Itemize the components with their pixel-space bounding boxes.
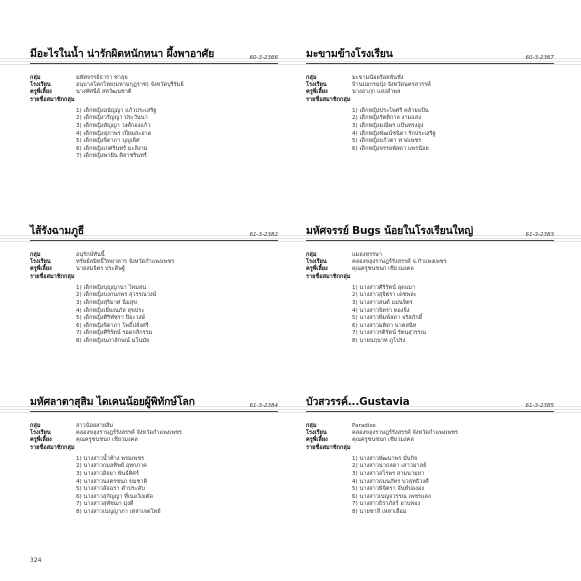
group-value: มหัศจรรย์ธารา ชาลุย (76, 75, 128, 81)
list-item: 3) เด็กหญิงสุริมาศ ฉิมสุข (76, 300, 137, 306)
teacher-field (306, 437, 554, 444)
list-item: 4) นางสาวธมนภัทร บวสุทธิวงศ์ (352, 478, 429, 485)
list-item: 4) นางสาวจิตรา ทองจิ่ง (352, 307, 410, 314)
group-value: สาวน้อยสายสิม (76, 423, 114, 429)
school-label: โรงเรียน (306, 430, 327, 437)
project-entry (30, 47, 278, 161)
list-item: 4) เด็กหญิงเยี่ยงนภัส สุขประ (76, 307, 145, 314)
project-title: มหัศจรรย์ Bugs น้อยในโรงเรียนใหญ่ (306, 225, 473, 237)
teacher-label: ครูพี่เลี้ยง (30, 437, 52, 444)
list-item: 2) นางสาวนาถลดา เสาวมาลย์ (352, 463, 427, 470)
list-item: 7) นางสาวธิราภัสร์ อาบทอง (352, 501, 421, 508)
members-label: รายชื่อสมาชิกกลุ่ม (306, 96, 351, 103)
list-item: 3) เด็กหญิงสัญญา วงศ์กองแก้ว (76, 123, 151, 129)
members-label: รายชื่อสมาชิกกลุ่ม (30, 273, 75, 280)
project-header (306, 395, 554, 412)
list-item: 8) นายนฤนาท ภูโปร่ง (352, 337, 406, 344)
list-item: 4) เด็กหญิงพัฒน์ชนิดา รักประเสริฐ (352, 130, 436, 137)
school-value: คลองขลุงราษฎร์รังสรรค์ จังหวัดกำแพงเพชร (76, 430, 182, 437)
members-field (30, 274, 278, 281)
list-item: 5) นางสาวพิมพ์ลดา จรัสภักดิ์ (352, 315, 423, 322)
project-header (30, 395, 278, 412)
group-value: Paradise (352, 423, 376, 429)
school-value: บ้านบ่อกรมปุ่ง จังหวัดนครสวรรค์ (352, 82, 431, 89)
school-label: โรงเรียน (30, 430, 51, 437)
members-label: รายชื่อสมาชิกกลุ่ม (306, 273, 351, 280)
members-label: รายชื่อสมาชิกกลุ่ม (30, 444, 75, 451)
school-value: คลองขลุงราษฎร์รังสรรค์ จังหวัดกำแพงเพชร (352, 430, 458, 437)
project-title: มหัศลาตาสุสิม ไดเคนน้อยผู้พิทักษ์โลก (30, 396, 195, 408)
project-header (30, 47, 278, 64)
group-label: กลุ่ม (306, 252, 317, 258)
member-list (352, 456, 554, 517)
school-field (30, 430, 278, 437)
list-item: 8) นางสาวเบญญาภา เหล่าเจตโทย์ (76, 508, 161, 515)
list-item: 5) นางสาวพิจิตรา จันท์บ่ององ (352, 486, 424, 493)
list-item: 2) นางสาวสุจิตรา เดชพละ (352, 292, 417, 299)
project-header (306, 47, 554, 64)
list-item: 2) นางสาวกมลทิพย์ อุทกภาค (76, 463, 147, 470)
project-title: บัวสวรรค์...Gustavia (306, 396, 410, 408)
teacher-value: นางอาภุก แสงอำพล (352, 89, 401, 96)
page-number: 324 (30, 557, 42, 564)
teacher-label: ครูพี่เลี้ยง (30, 266, 52, 273)
group-label: กลุ่ม (306, 75, 317, 81)
teacher-field (30, 437, 278, 444)
member-list (352, 285, 554, 346)
member-list (76, 456, 278, 517)
school-field (30, 259, 278, 266)
group-value: มะขามน้อยร้อยพันชั่ง (352, 75, 404, 81)
list-item: 1) เด็กหญิงอนัญญา แก้วประเสริฐ (76, 107, 157, 114)
teacher-field (306, 266, 554, 273)
list-item: 2) เด็กหญิงรัตติกาล งามแสง (352, 115, 421, 122)
teacher-value: คุณครูชนชนก เชียวมงคล (352, 437, 414, 444)
school-field (306, 82, 554, 89)
project-info (30, 423, 278, 452)
list-item: 7) เด็กหญิงศิริรัตน์ รอดกสิกรรม (76, 330, 153, 337)
teacher-label: ครูพี่เลี้ยง (306, 266, 328, 273)
list-item: 6) เด็กหญิงจรรยพัสดา แพรน้อย (352, 145, 429, 152)
list-item: 5) เด็กหญิงศิริพัชรา ปิยะวงษ์ (76, 315, 145, 322)
project-code: 61-3-2382 (249, 232, 278, 238)
list-item: 3) นางสาวสโรพร สามนามยา (352, 471, 425, 477)
school-value: ทรัพย์สมิทธิ์วิทยาคาร จังหวัดกำแพงเพชร (76, 259, 175, 266)
project-info (306, 252, 554, 281)
list-item: 1) นางสาวพัฒนาพร มั่นกิจ (352, 455, 418, 462)
members-label: รายชื่อสมาชิกกลุ่ม (30, 96, 75, 103)
list-item: 1) นางสาวศิริรัตน์ อุดแมา (352, 284, 416, 291)
members-field (30, 97, 278, 104)
school-field (30, 82, 278, 89)
group-label: กลุ่ม (30, 423, 41, 429)
list-item: 2) เด็กหญิงบงกนกพร สุวรรณวงษ์ (76, 292, 157, 299)
list-item: 5) เด็กหญิงจิดาภา บุญเลิศ (76, 138, 140, 145)
project-entry (306, 47, 554, 153)
school-label: โรงเรียน (30, 82, 51, 89)
group-value: แมลงหรรษา (352, 252, 382, 258)
list-item: 1) เด็กหญิงบุญญานา ไหมสน (76, 284, 147, 291)
members-label: รายชื่อสมาชิกกลุ่ม (306, 444, 351, 451)
member-list (352, 108, 554, 154)
project-info (306, 75, 554, 104)
project-entry (30, 395, 278, 517)
list-item: 6) นางสาวสุกัญญา ที่เนอว์เมตัด (76, 493, 153, 500)
project-header (306, 224, 554, 241)
list-item: 6) เด็กหญิงจิดาภา โพธิ์ปลั่งศรี (76, 322, 149, 329)
teacher-label: ครูพี่เลี้ยง (306, 437, 328, 444)
group-label: กลุ่ม (30, 252, 41, 258)
project-info (30, 75, 278, 104)
members-field (30, 445, 278, 452)
school-label: โรงเรียน (306, 82, 327, 89)
member-list (76, 285, 278, 346)
list-item: 4) เด็กหญิงสุภาพร เปี่ยมสะอาด (76, 130, 152, 137)
group-label: กลุ่ม (306, 423, 317, 429)
project-title: มีอะไรในน้ำ น่ารักผิดหนักหนา ผึ้งพาอาศัย (30, 48, 215, 60)
list-item: 1) นางสาวน้ำค้าง พรมเพชร (76, 455, 145, 462)
list-item: 7) เด็กหญิงพาฝัน ศิลาชรินทร์ (76, 153, 147, 160)
project-code: 61-3-2384 (249, 403, 278, 409)
group-label: กลุ่ม (30, 75, 41, 81)
teacher-label: ครูพี่เลี้ยง (306, 89, 328, 96)
school-label: โรงเรียน (30, 259, 51, 266)
member-list (76, 108, 278, 161)
teacher-value: นายสมจิตร ประดิษฐ์ (76, 266, 126, 273)
school-value: อนุบาลโคกไทย(มหามกุฎราช) จังหวัดบุรีรัมย์ (76, 82, 184, 89)
members-field (306, 274, 554, 281)
project-title: มะขามข้างโรงเรียน (306, 48, 393, 60)
list-item: 6) นางสาวมติดา นาคสนิท (352, 322, 417, 329)
project-info (30, 252, 278, 281)
project-info (306, 423, 554, 452)
teacher-value: คุณครูชนชนก เชียวมงคล (352, 266, 414, 273)
project-header (30, 224, 278, 241)
list-item: 5) เด็กหญิงแก้วตา ทาดเพชร (352, 138, 422, 145)
list-item: 3) นางสาวสนต์ แม่นจิตร (352, 300, 413, 306)
list-item: 7) นางสาวรติรัตน์ รัตนสุวรรณ (352, 330, 427, 337)
teacher-label: ครูพี่เลี้ยง (30, 89, 52, 96)
teacher-value: คุณครูชนชนก เชียวมงคล (76, 437, 138, 444)
project-code: 60-3-2366 (249, 55, 278, 61)
list-item: 8) เด็กหญิงนภาลักษณ์ มโนมัย (76, 337, 150, 344)
teacher-field (306, 89, 554, 96)
list-item: 4) นางสาวนงครชนก ขมชาติ (76, 478, 148, 485)
school-field (306, 430, 554, 437)
list-item: 8) นายชาลี เหล่าเฮือม (352, 508, 407, 515)
school-field (306, 259, 554, 266)
members-field (306, 97, 554, 104)
members-field (306, 445, 554, 452)
project-entry (30, 224, 278, 346)
teacher-value: นางทัศนีย์ สหวัฒนชาติ (76, 89, 132, 96)
list-item: 6) เด็กหญิงเกศรินทร์ มะลิงาม (76, 145, 148, 152)
teacher-field (30, 266, 278, 273)
list-item: 5) นางสาวอัจฉรา คำประดับ (76, 486, 145, 493)
school-label: โรงเรียน (306, 259, 327, 266)
group-value: อนุรักษ์ทันนี้ (76, 252, 105, 258)
project-code: 61-3-2385 (525, 403, 554, 409)
project-code: 60-3-2367 (525, 55, 554, 61)
list-item: 6) นางสาวเบญจวรรณ เพชรแสง (352, 493, 431, 500)
list-item: 1) เด็กหญิงประไพศรี คล้ายแป้น (352, 107, 429, 114)
list-item: 3) เด็กหญิงมณีพร แป้นทรงสูง (352, 123, 424, 129)
project-entry (306, 224, 554, 346)
list-item: 3) นางสาวอิจยา พันธ์ติศร์ (76, 471, 139, 477)
project-code: 61-3-2383 (525, 232, 554, 238)
project-entry (306, 395, 554, 517)
list-item: 7) นางสาวสุพัชฌา มุ่งดี (76, 501, 134, 508)
project-title: ไส้รังฉามภูธี (30, 225, 84, 237)
school-value: คลองขลุงราษฎร์รังสรรค์ จ.กำแพงเพชร (352, 259, 447, 266)
list-item: 2) เด็กหญิงวรัญญา ประวันนา (76, 115, 148, 122)
teacher-field (30, 89, 278, 96)
